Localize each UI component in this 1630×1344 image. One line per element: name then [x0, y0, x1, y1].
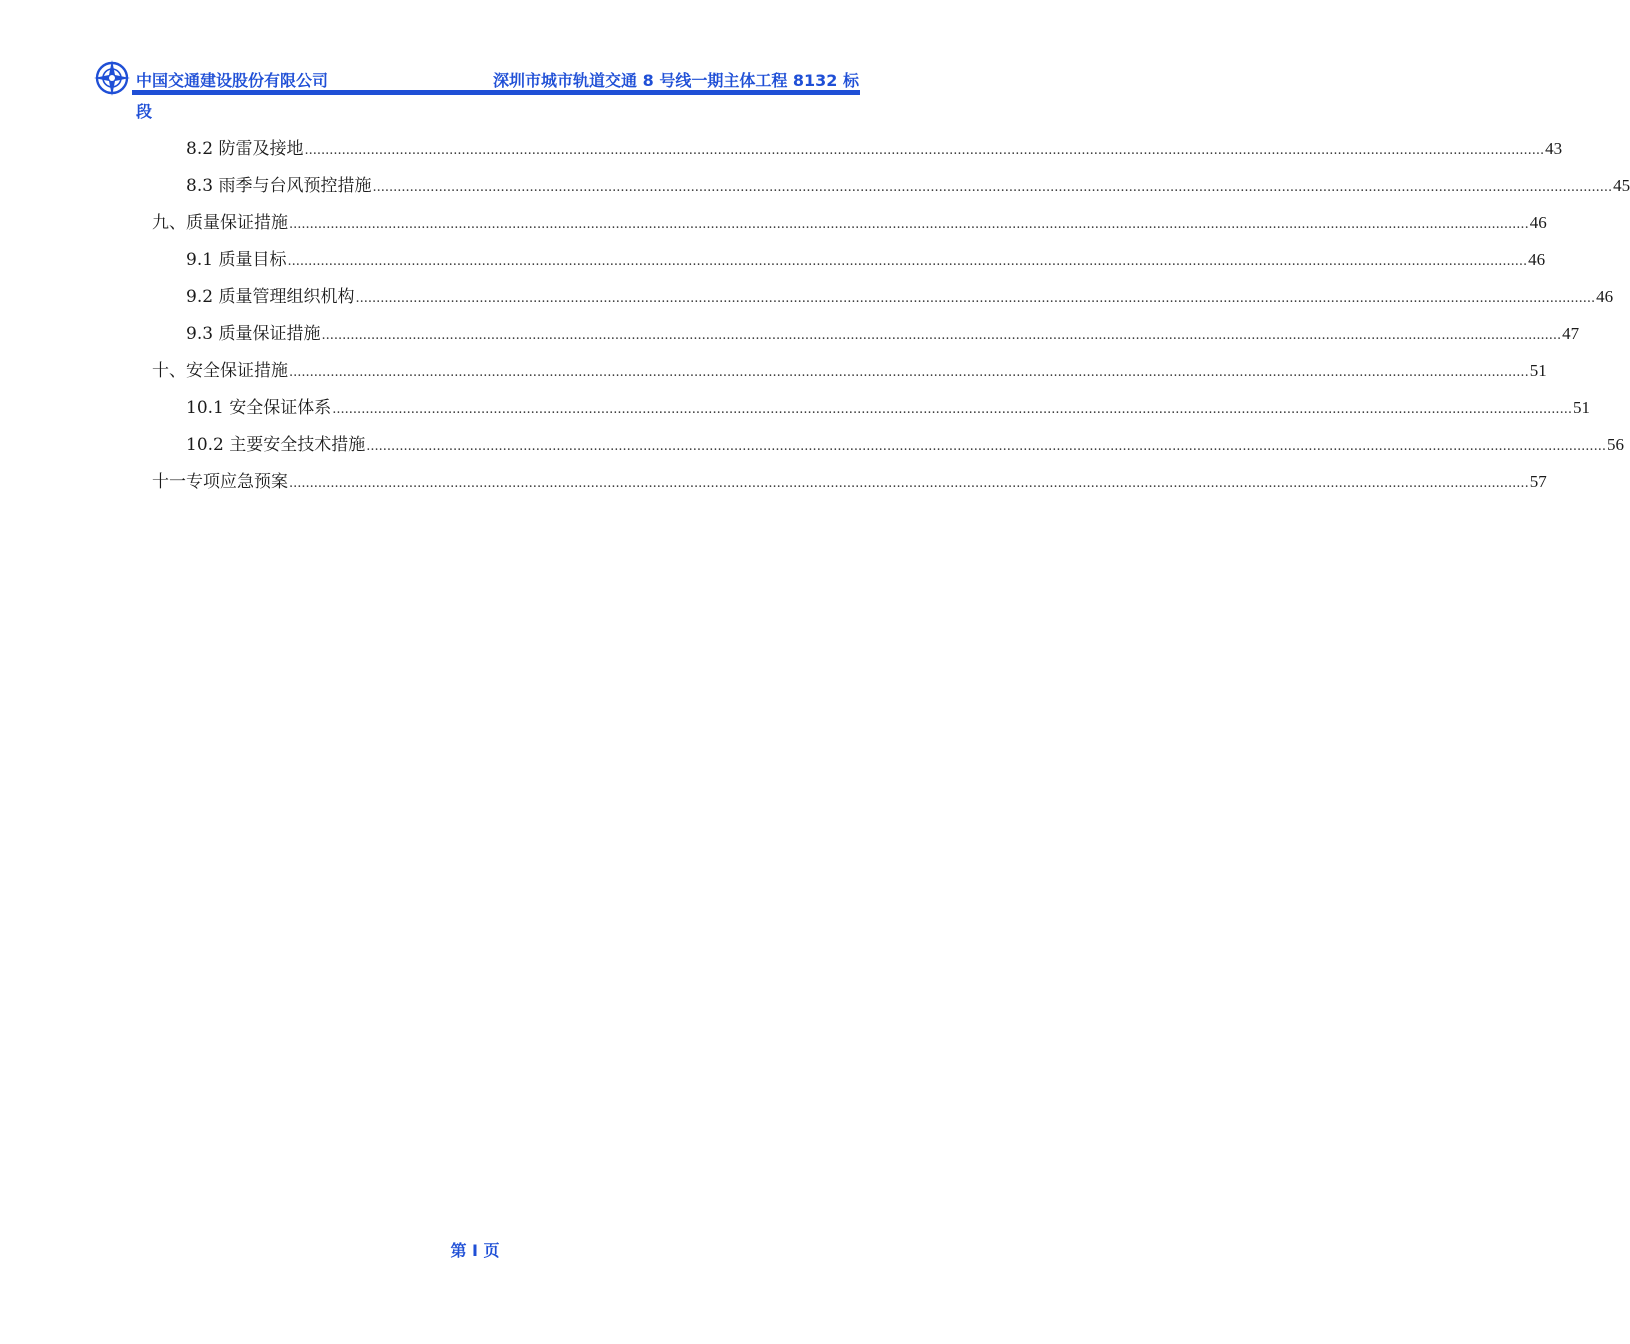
toc-entry[interactable]	[186, 393, 1590, 419]
toc-entry-page: 46	[1596, 287, 1614, 306]
toc-leader-dots: ............................................................................................................................................................................................................................................................................................................	[355, 291, 1596, 306]
header-divider	[132, 90, 860, 95]
toc-entry-page: 57	[1529, 472, 1547, 491]
company-logo-icon	[93, 59, 131, 97]
toc-entry-page: 43	[1545, 139, 1563, 158]
toc-entry-title: 9.3 质量保证措施	[186, 324, 321, 344]
toc-entry-title: 8.3 雨季与台风预控措施	[186, 176, 372, 196]
toc-leader-dots: ............................................................................................................................................................................................................................................................................................................	[321, 328, 1562, 343]
toc-leader-dots: ............................................................................................................................................................................................................................................................................................................	[366, 439, 1606, 454]
toc-entry-title: 9.2 质量管理组织机构	[186, 287, 355, 307]
toc-entry[interactable]	[186, 430, 1624, 456]
toc-leader-dots: ............................................................................................................................................................................................................................................................................................................	[289, 476, 1529, 491]
toc-entry[interactable]	[186, 282, 1614, 308]
toc-entry-title: 8.2 防雷及接地	[186, 139, 304, 159]
toc-entry-title: 十一专项应急预案	[152, 472, 288, 492]
toc-entry-page: 46	[1528, 250, 1546, 269]
toc-entry-page: 45	[1613, 176, 1630, 195]
toc-entry[interactable]	[186, 134, 1563, 160]
toc-entry[interactable]	[186, 319, 1580, 345]
header-project-title-wrap: 段	[136, 102, 153, 121]
toc-entry[interactable]	[152, 208, 1547, 234]
toc-entry-title: 十、安全保证措施	[152, 361, 288, 381]
toc-leader-dots: ............................................................................................................................................................................................................................................................................................................	[304, 143, 1545, 158]
header-company-name: 中国交通建设股份有限公司	[136, 71, 329, 90]
toc-entry-page: 46	[1529, 213, 1547, 232]
page-number: 第 I 页	[450, 1241, 500, 1260]
toc-entry-page: 47	[1562, 324, 1580, 343]
toc-entry[interactable]	[152, 356, 1547, 382]
toc-entry-title: 9.1 质量目标	[186, 250, 287, 270]
toc-leader-dots: ............................................................................................................................................................................................................................................................................................................	[289, 365, 1529, 380]
toc-entry-title: 10.1 安全保证体系	[186, 398, 332, 418]
toc-entry[interactable]	[186, 171, 1630, 197]
toc-entry-page: 51	[1529, 361, 1547, 380]
toc-leader-dots: ............................................................................................................................................................................................................................................................................................................	[289, 217, 1529, 232]
toc-entry-title: 九、质量保证措施	[152, 213, 288, 233]
toc-entry-title: 10.2 主要安全技术措施	[186, 435, 366, 455]
toc-leader-dots: ............................................................................................................................................................................................................................................................................................................	[372, 180, 1613, 195]
toc-leader-dots: ............................................................................................................................................................................................................................................................................................................	[287, 254, 1528, 269]
toc-entry[interactable]	[152, 467, 1547, 493]
toc-entry-page: 51	[1572, 398, 1590, 417]
toc-entry[interactable]	[186, 245, 1546, 271]
toc-leader-dots: ............................................................................................................................................................................................................................................................................................................	[332, 402, 1572, 417]
toc-entry-page: 56	[1606, 435, 1624, 454]
header-project-title: 深圳市城市轨道交通 8 号线一期主体工程 8132 标	[493, 71, 859, 90]
